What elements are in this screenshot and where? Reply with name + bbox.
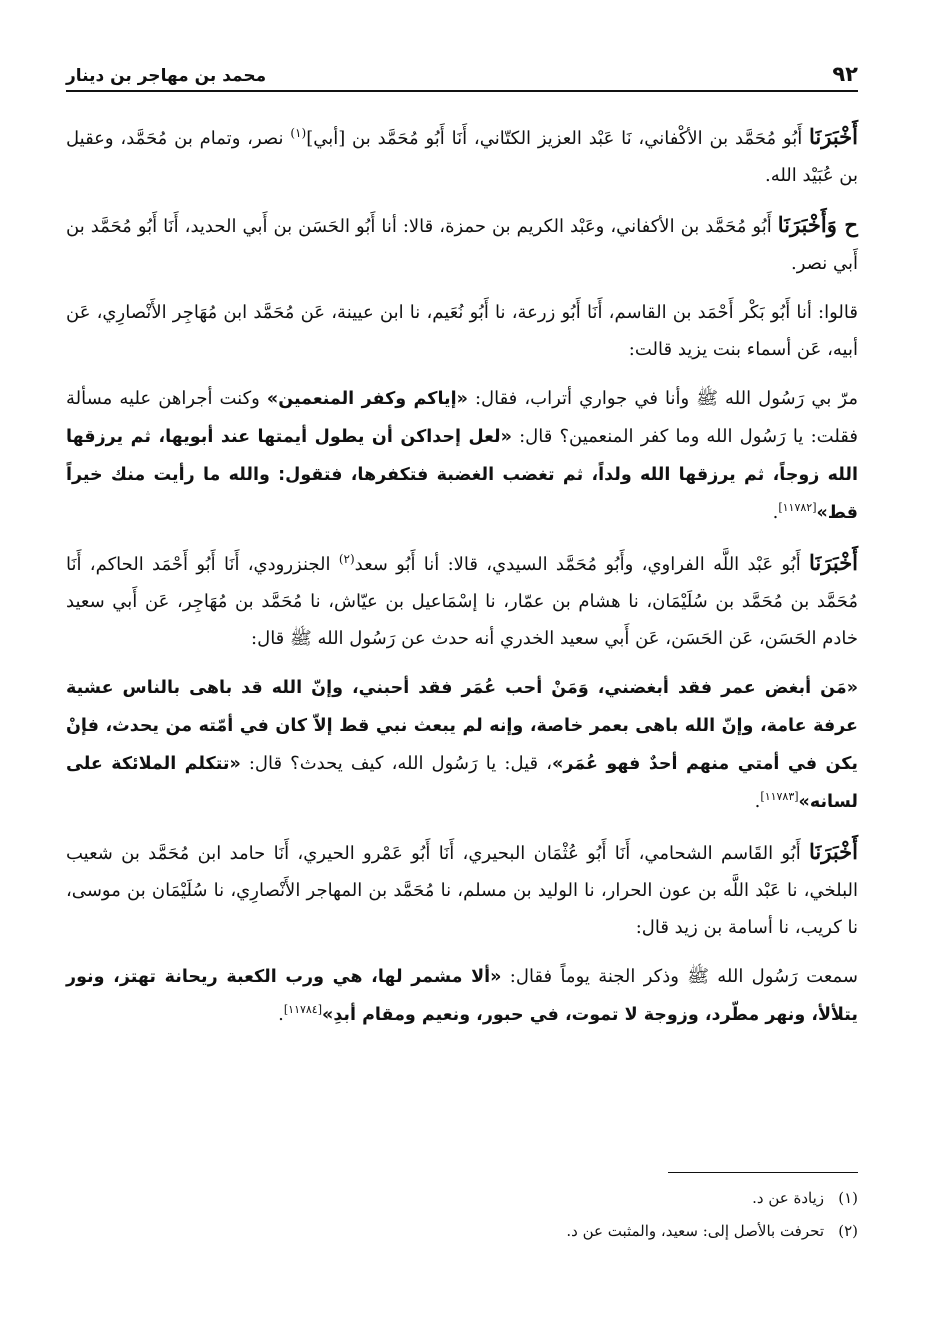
hadith-text: «ألا مشمر لها، هي ورب الكعبة ريحانة تهتز، ونور يتلألأ، ونهر مطّرد، وزوجة لا تموت، في حبور، ونعيم ومقام أبدِ» — [66, 967, 858, 1025]
footnote-marker: (٢) — [338, 552, 355, 566]
paragraph-text: . — [772, 502, 779, 523]
hadith-text: «مَن أبغض عمر فقد أبغضني، وَمَنْ أحب عُمَر فقد أحبني، وإنّ الله قد باهى بالناس عشية عرفة عامة، وإنّ الله باهى بعمر خاصة، وإنه لم يبعث نبي قط إلاّ كان في أمّته من يحدث، فإنْ يكن في أمتي منهم أحدٌ فهو عُمَر» — [66, 678, 858, 774]
isnad-lead: أَخْبَرَنَا — [809, 550, 859, 575]
footnote-number: (١) — [838, 1189, 858, 1207]
footnote-text: تحرفت بالأصل إلى: سعيد، والمثبت عن د. — [566, 1222, 824, 1240]
running-head: محمد بن مهاجر بن دينار — [66, 66, 267, 86]
paragraph-6 — [66, 669, 858, 821]
hadith-reference-number: [١١٧٨٢] — [778, 501, 817, 514]
paragraph-text: سمعت رَسُول الله ﷺ وذكر الجنة يوماً فقال: — [501, 966, 858, 987]
main-text — [66, 118, 858, 1046]
page-header — [66, 52, 858, 92]
paragraph-text: أَبُو مُحَمَّد بن الأكفاني، وعَبْد الكريم بن حمزة، قالا: أنا أَبُو الحَسَن بن أَبي الحديد، أَنَا أَبُو مُحَمَّد بن أَبي نصر. — [66, 216, 858, 274]
footnote-divider — [668, 1172, 858, 1173]
paragraph-text: . — [754, 791, 761, 812]
hadith-text: «تتكلم الملائكة على لسانه» — [66, 754, 858, 812]
paragraph-text: ، قيل: يا رَسُول الله، كيف يحدث؟ قال: — [240, 753, 553, 774]
footnote-text: زيادة عن د. — [752, 1189, 824, 1207]
paragraph-text: قالوا: أنا أَبُو بَكْر أَحْمَد بن القاسم، أَنَا أَبُو زرعة، نا أَبُو نُعَيم، نا ابن عيينة، عَن مُحَمَّد ابن مُهَاجِر الأَنْصارِي، عَن أبيه، عَن أسماء بنت يزيد قالت: — [66, 302, 858, 360]
footnotes — [66, 1182, 858, 1248]
paragraph-1 — [66, 118, 858, 194]
paragraph-text: الجنزرودي، أَنَا أَبُو أَحْمَد الحاكم، أَنَا مُحَمَّد بن مُحَمَّد بن سُلَيْمَان، نا هشام بن عمّار، نا إسْمَاعيل بن عيّاش، نا مُحَمَّد بن مُهَاجِر، عَن أَبي سعيد خادم الحَسَن، عَن الحَسَن، عَن أَبي سعيد الخدري أنه حدث عن رَسُول الله ﷺ قال: — [66, 554, 858, 649]
paragraph-text: أَبُو القَاسم الشحامي، أَنَا أَبُو عُثْمَان البحيري، أَنَا أَبُو عَمْرو الحيري، أَنَا حامد ابن مُحَمَّد بن شعيب البلخي، نا عَبْد اللَّه بن عون الحرار، نا الوليد بن مسلم، نا مُحَمَّد بن المهاجر الأَنْصارِي، نا سُلَيْمَان بن موسى، نا كريب، نا أسامة بن زيد قال: — [66, 843, 858, 938]
paragraph-text: مرّ بي رَسُول الله ﷺ وأنا في جواري أتراب، فقال: — [467, 388, 858, 409]
page-number: ٩٢ — [832, 62, 858, 86]
hadith-reference-number: [١١٧٨٣] — [760, 790, 799, 803]
paragraph-3 — [66, 294, 858, 368]
paragraph-text: أَبُو عَبْد اللَّه الفراوي، وأَبُو مُحَمَّد السيدي، قالا: أنا أَبُو سعد — [354, 554, 810, 575]
paragraph-text: وكنت أجراهن عليه مسألة فقلت: يا رَسُول الله وما كفر المنعمين؟ قال: — [66, 388, 858, 447]
footnote-item — [66, 1182, 858, 1215]
paragraph-2 — [66, 206, 858, 282]
footnote-marker: (١) — [290, 126, 307, 140]
hadith-reference-number: [١١٧٨٤] — [283, 1003, 323, 1016]
paragraph-4 — [66, 380, 858, 532]
footnote-item — [66, 1215, 858, 1248]
isnad-lead: أَخْبَرَنَا — [809, 839, 858, 864]
hadith-text: «إياكم وكفر المنعمين» — [266, 389, 468, 409]
paragraph-text: . — [278, 1004, 284, 1025]
paragraph-5 — [66, 544, 858, 657]
paragraph-text: أَبُو مُحَمَّد بن الأكْفاني، نَا عَبْد العزيز الكتّاني، أَنَا أَبُو مُحَمَّد بن [أبي] — [306, 128, 810, 149]
paragraph-8 — [66, 958, 858, 1034]
isnad-lead: ح وَأَخْبَرَنَا — [777, 212, 858, 237]
paragraph-7 — [66, 833, 858, 946]
paragraph-text: نصر، وتمام بن مُحَمَّد، وعقيل بن عُبَيْد الله. — [66, 128, 858, 186]
hadith-text: «لعل إحداكن أن يطول أيمتها عند أبويها، ثم يرزقها الله زوجاً، ثم يرزقها الله ولداً، ثم تغضب الغضبة فتكفرها، فتقول: والله ما رأيت منك خيراً قط» — [66, 427, 858, 523]
footnote-number: (٢) — [838, 1222, 858, 1240]
isnad-lead: أَخْبَرَنَا — [809, 124, 858, 149]
